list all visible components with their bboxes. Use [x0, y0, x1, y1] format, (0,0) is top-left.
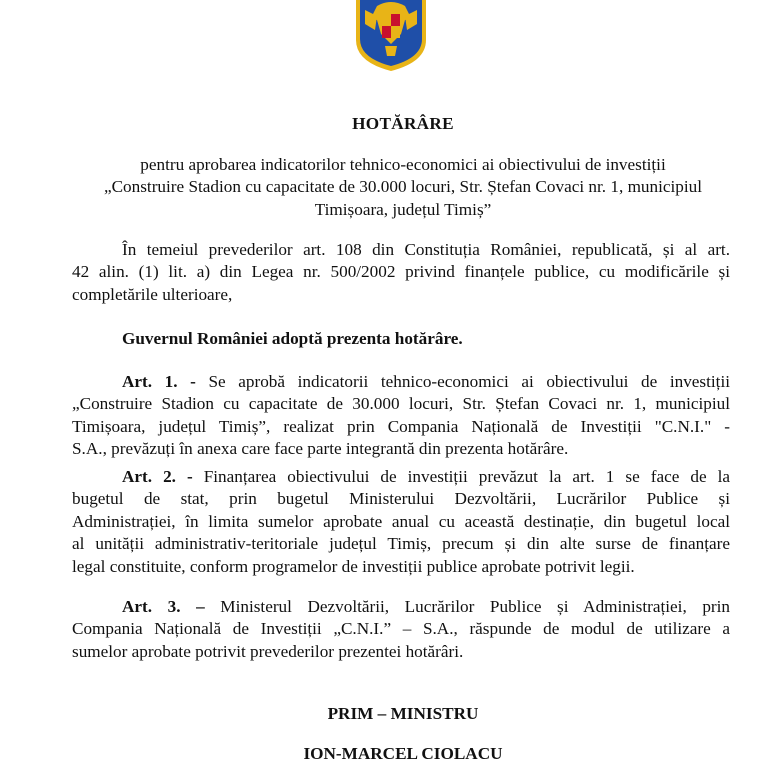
- preamble-line: completările ulterioare,: [72, 284, 233, 304]
- article-line: S.A., prevăzuți în anexa care face parte integrantă din prezenta hotărâre.: [72, 439, 569, 459]
- article-label: Art. 1. -: [122, 372, 196, 391]
- signature-role: PRIM – MINISTRU: [327, 704, 479, 723]
- article-text: Finanțarea obiectivului de investiții prevăzut la art. 1 se face de la: [192, 467, 730, 486]
- subtitle-line: Timișoara, județul Timiș”: [314, 199, 492, 219]
- preamble-paragraph: [72, 239, 730, 306]
- article-line: Administrației, în limita sumelor aprobate anual cu această destinație, din bugetul local: [72, 511, 730, 531]
- article-text: Se aprobă indicatorii tehnico-economici ai obiectivului de investiții: [195, 372, 730, 391]
- article-3: [72, 596, 730, 663]
- article-line: Timișoara, județul Timiș”, realizat prin Compania Națională de Investiții "C.N.I." -: [72, 416, 730, 436]
- adoption-statement: Guvernul României adoptă prezenta hotărâre.: [122, 329, 463, 348]
- article-2: [72, 466, 730, 578]
- signature-name: ION-MARCEL CIOLACU: [303, 744, 503, 763]
- document-title: HOTĂRÂRE: [352, 114, 454, 133]
- article-line: Compania Națională de Investiții „C.N.I.” – S.A., răspunde de modul de utilizare a: [72, 619, 730, 639]
- article-line: bugetul de stat, prin bugetul Ministerului Dezvoltării, Lucrărilor Publice și: [72, 489, 730, 509]
- subtitle-line: „Construire Stadion cu capacitate de 30.000 locuri, Str. Ștefan Covaci nr. 1, municipiul: [103, 177, 703, 197]
- article-text: Ministerul Dezvoltării, Lucrărilor Publice și Administrației, prin: [204, 597, 731, 616]
- article-label: Art. 2. -: [122, 467, 193, 486]
- subtitle-line: pentru aprobarea indicatorilor tehnico-economici ai obiectivului de investiții: [140, 155, 666, 174]
- preamble-line: În temeiul prevederilor art. 108 din Constituția României, republicată, și al art.: [122, 240, 730, 259]
- romania-coat-of-arms-icon: [351, 0, 431, 72]
- article-label: Art. 3. –: [122, 597, 205, 616]
- article-line: „Construire Stadion cu capacitate de 30.000 locuri, Str. Ștefan Covaci nr. 1, municipiul: [72, 394, 730, 414]
- article-line: legal constituite, conform programelor de investiții publice aprobate potrivit legii.: [72, 556, 635, 576]
- article-line: sumelor aprobate potrivit prevederilor prezentei hotărâri.: [72, 641, 464, 661]
- preamble-line: 42 alin. (1) lit. a) din Legea nr. 500/2002 privind finanțele publice, cu modificările și: [72, 262, 730, 282]
- article-1: [72, 371, 730, 461]
- article-line: al unității administrativ-teritoriale județul Timiș, precum și din alte surse de finanțare: [72, 534, 730, 554]
- document-subtitle: [72, 154, 734, 221]
